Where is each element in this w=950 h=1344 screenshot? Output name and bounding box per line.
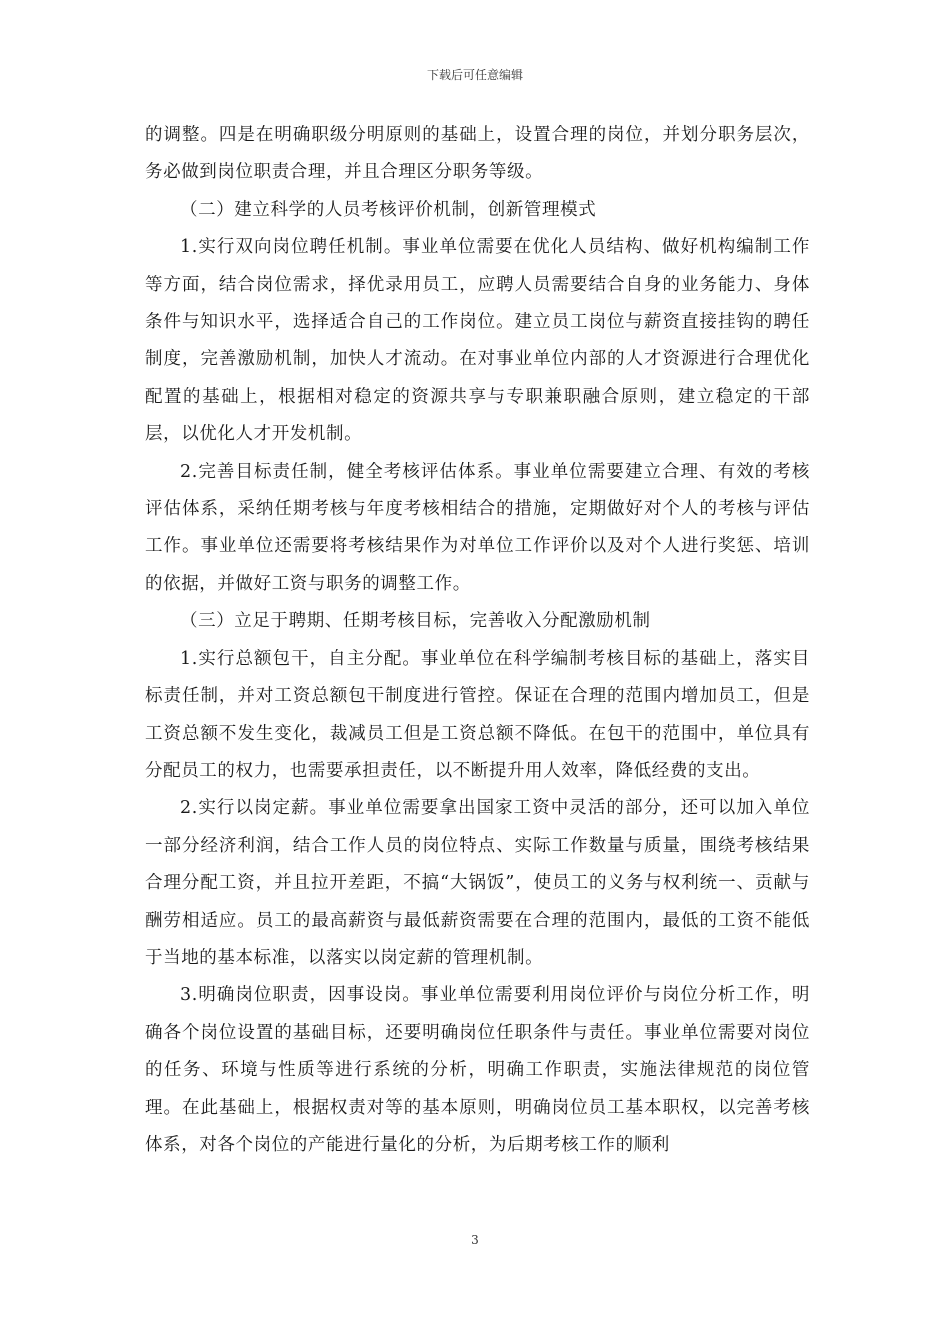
paragraph: 2.实行以岗定薪。事业单位需要拿出国家工资中灵活的部分，还可以加入单位一部分经济利润，结合工作人员的岗位特点、实际工作数量与质量，围绕考核结果合理分配工资，并且拉开差距，不搞“大锅饭”，使员工的义务与权利统一、贡献与酬劳相适应。员工的最高薪资与最低薪资需要在合理的范围内，最低的工资不能低于当地的基本标准，以落实以岗定薪的管理机制。 [145, 798, 810, 968]
paragraph: 1.实行总额包干，自主分配。事业单位在科学编制考核目标的基础上，落实目标责任制，并对工资总额包干制度进行管控。保证在合理的范围内增加员工，但是工资总额不发生变化，裁减员工但是工资总额不降低。在包干的范围中，单位具有分配员工的权力，也需要承担责任，以不断提升用人效率，降低经费的支出。 [145, 648, 810, 781]
paragraph: 2.完善目标责任制，健全考核评估体系。事业单位需要建立合理、有效的考核评估体系，采纳任期考核与年度考核相结合的措施，定期做好对个人的考核与评估工作。事业单位还需要将考核结果作为对单位工作评价以及对个人进行奖惩、培训的依据，并做好工资与职务的调整工作。 [145, 461, 810, 594]
section-heading-2: （二）建立科学的人员考核评价机制，创新管理模式 [180, 199, 597, 220]
page-number: 3 [471, 1233, 479, 1247]
paragraph: 3.明确岗位职责，因事设岗。事业单位需要利用岗位评价与岗位分析工作，明确各个岗位设置的基础目标，还要明确岗位任职条件与责任。事业单位需要对岗位的任务、环境与性质等进行系统的分析，明确工作职责，实施法律规范的岗位管理。在此基础上，根据权责对等的基本原则，明确岗位员工基本职权，以完善考核体系，对各个岗位的产能进行量化的分析，为后期考核工作的顺利 [145, 985, 810, 1155]
section-heading-3: （三）立足于聘期、任期考核目标，完善收入分配激励机制 [180, 611, 651, 632]
document-body [145, 117, 810, 1164]
page-header: 下载后可任意编辑 [426, 68, 523, 82]
paragraph-continuation: 的调整。四是在明确职级分明原则的基础上，设置合理的岗位，并划分职务层次，务必做到岗位职责合理，并且合理区分职务等级。 [145, 125, 810, 183]
paragraph: 1.实行双向岗位聘任机制。事业单位需要在优化人员结构、做好机构编制工作等方面，结合岗位需求，择优录用员工，应聘人员需要结合自身的业务能力、身体条件与知识水平，选择适合自己的工作岗位。建立员工岗位与薪资直接挂钩的聘任制度，完善激励机制，加快人才流动。在对事业单位内部的人才资源进行合理优化配置的基础上，根据相对稳定的资源共享与专职兼职融合原则，建立稳定的干部层，以优化人才开发机制。 [145, 237, 810, 445]
